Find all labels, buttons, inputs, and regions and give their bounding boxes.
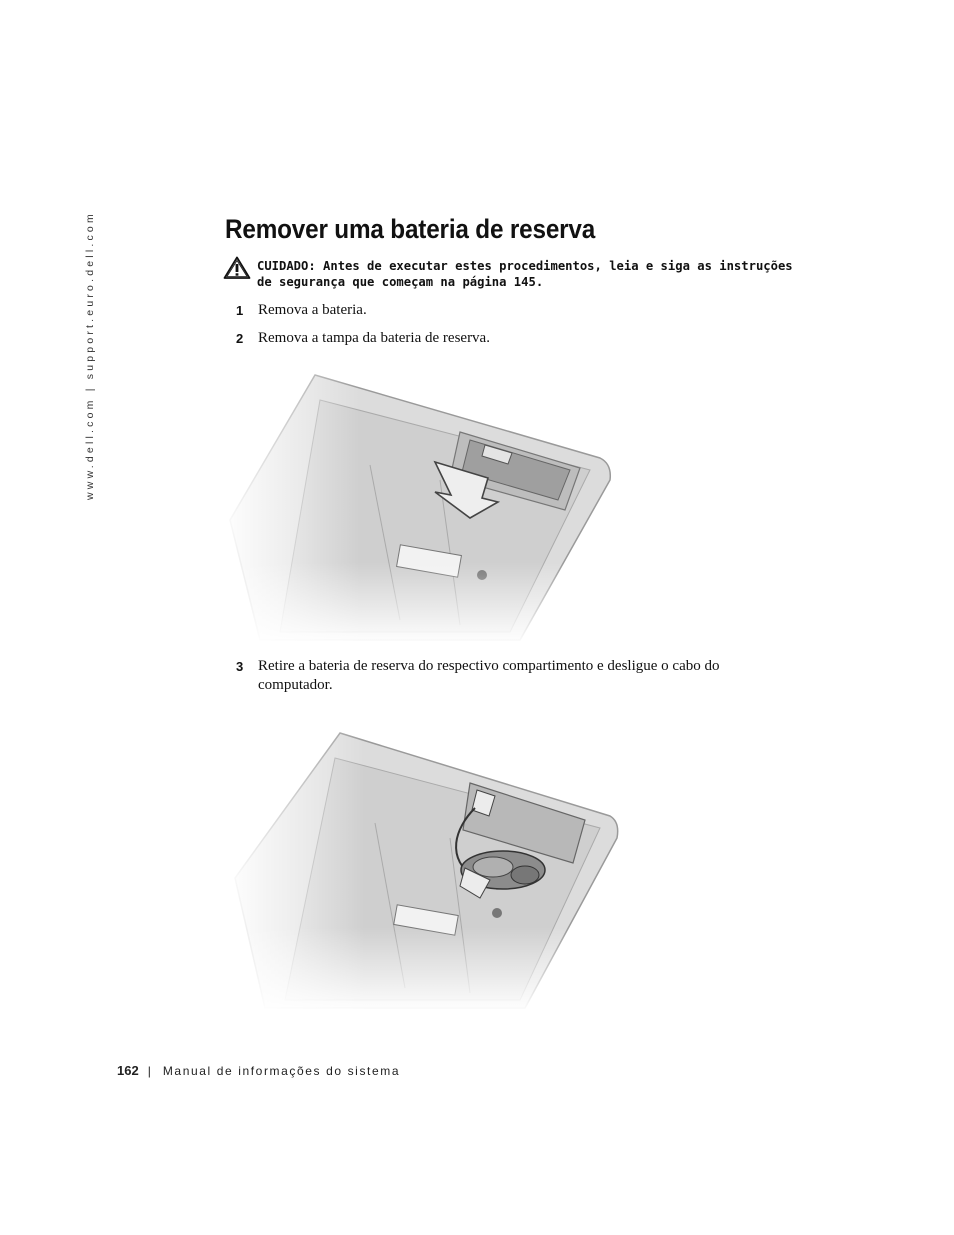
- page-title: Remover uma bateria de reserva: [225, 214, 596, 244]
- caution-text: [257, 258, 797, 290]
- step-number: 1: [236, 303, 244, 318]
- step-text: Remova a bateria.: [258, 302, 367, 318]
- step-text: Retire a bateria de reserva do respectivo compartimento e desligue o cabo do computador.: [258, 658, 720, 693]
- page-number: 162: [117, 1063, 139, 1078]
- step-text: Remova a tampa da bateria de reserva.: [258, 330, 490, 346]
- caution-line-1: CUIDADO: Antes de executar estes procedimentos, leia e siga as instruções: [257, 259, 793, 273]
- caution-notice: [223, 256, 793, 292]
- step-number: 2: [236, 331, 244, 346]
- warning-triangle-icon: [223, 256, 251, 280]
- page-footer: [117, 1061, 400, 1081]
- caution-line-2: de segurança que começam na página 145.: [257, 275, 544, 289]
- manual-title: Manual de informações do sistema: [162, 1064, 401, 1078]
- sidebar-url: www.dell.com | support.euro.dell.com: [84, 211, 96, 500]
- figure-remove-battery: [225, 728, 625, 1013]
- figure-remove-cover: [220, 370, 620, 645]
- footer-separator: |: [147, 1064, 151, 1078]
- step-number: 3: [236, 659, 244, 674]
